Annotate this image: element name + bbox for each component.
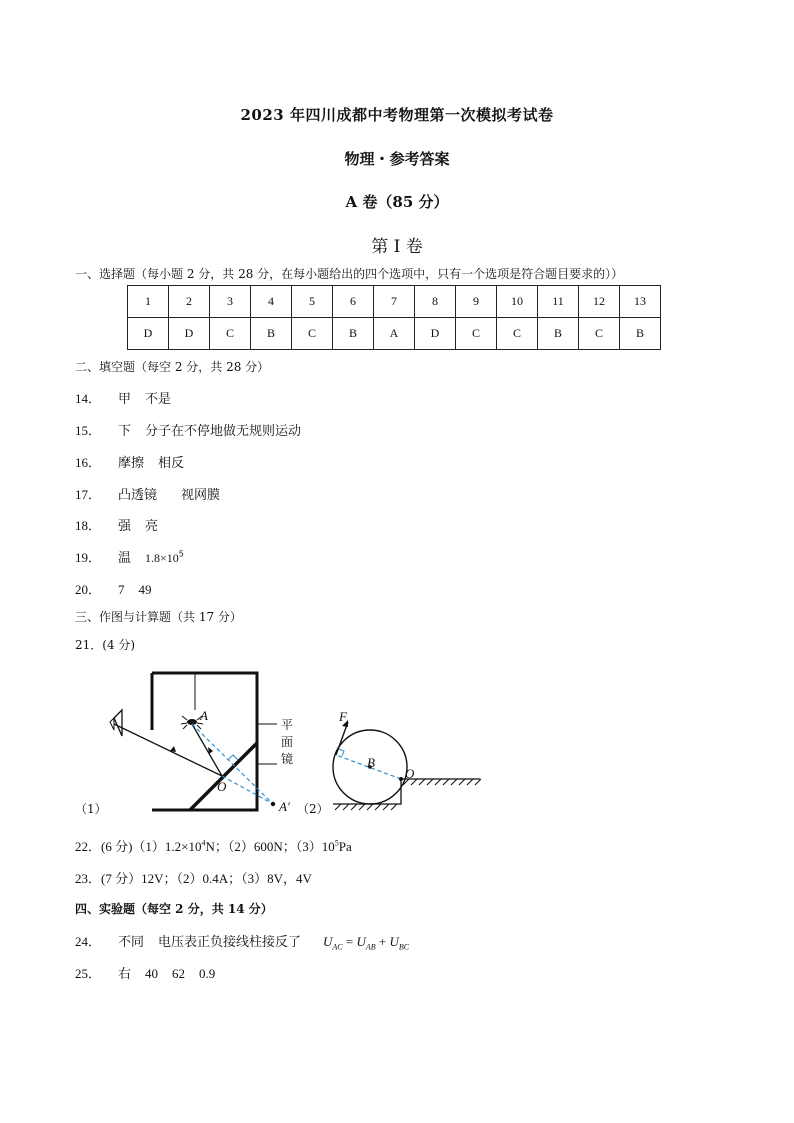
answer-text: 不同 — [118, 935, 145, 950]
question-number: 25． — [75, 966, 102, 981]
answer-text: 1.8×10 — [145, 551, 179, 565]
answer-table — [127, 285, 661, 350]
page-title: 2023 年四川成都中考物理第一次模拟考试卷 — [240, 106, 554, 124]
table-cell: C — [579, 318, 620, 350]
box-outline — [152, 673, 257, 810]
answer-text: 摩擦 — [118, 456, 145, 471]
eye-icon — [110, 710, 122, 736]
question-number: 14． — [75, 391, 102, 406]
table-cell: B — [251, 318, 292, 350]
figure-2-label: （2） — [297, 802, 329, 816]
formula-subscript: AC — [332, 942, 343, 952]
point-o-label: O — [217, 779, 227, 794]
question-number: 19． — [75, 550, 102, 565]
right-angle-mark — [228, 755, 238, 760]
answer-text: Pa — [338, 839, 352, 854]
table-cell: D — [169, 318, 210, 350]
table-cell: 8 — [415, 286, 456, 318]
ray-arrow — [170, 746, 176, 752]
formula-symbol: U — [356, 934, 366, 949]
figure-2-diagram — [325, 705, 490, 815]
figure-1-diagram — [70, 660, 310, 820]
table-cell: B — [333, 318, 374, 350]
table-cell: 7 — [374, 286, 415, 318]
table-cell: B — [538, 318, 579, 350]
answer-text: 右 — [118, 967, 132, 982]
table-cell: 4 — [251, 286, 292, 318]
answer-text: 不是 — [145, 392, 172, 407]
reflected-ray — [114, 724, 222, 776]
table-cell: 12 — [579, 286, 620, 318]
table-cell: 13 — [620, 286, 661, 318]
image-point-dot — [271, 802, 275, 806]
right-angle-mark — [339, 749, 344, 756]
answer-line — [75, 931, 409, 952]
table-cell: 2 — [169, 286, 210, 318]
answer-text: 40 — [145, 966, 159, 981]
answer-line — [75, 388, 171, 407]
answer-line — [75, 452, 184, 471]
exponent: 5 — [178, 549, 184, 559]
formula-operator: = — [342, 934, 357, 949]
table-cell: C — [292, 318, 333, 350]
table-cell: 3 — [210, 286, 251, 318]
question-21-label: 21．(4 分) — [75, 638, 136, 652]
section2-heading: 二、填空题（每空 2 分，共 28 分） — [75, 360, 270, 374]
answer-table-number-row — [128, 286, 661, 318]
answer-line — [75, 484, 220, 503]
table-cell: D — [415, 318, 456, 350]
question-number: 16． — [75, 455, 102, 470]
formula-subscript: AB — [365, 942, 376, 952]
part1-heading: 第 I 卷 — [371, 237, 423, 257]
step-hatching — [403, 779, 481, 785]
answer-text: 0.9 — [199, 966, 216, 981]
answer-text: 62 — [172, 966, 186, 981]
answer-text: 49 — [138, 582, 152, 597]
answer-text: 7 — [118, 582, 125, 597]
table-cell: A — [374, 318, 415, 350]
question-number: 17． — [75, 487, 102, 502]
section4-heading: 四、实验题（每空 2 分，共 14 分） — [75, 902, 273, 916]
formula — [323, 934, 410, 952]
force-f-label: F — [339, 709, 347, 724]
answer-line — [75, 579, 152, 598]
ground-hatching — [335, 804, 397, 810]
point-b-label: B — [367, 755, 375, 770]
pivot-point-dot — [399, 777, 403, 781]
mirror-label-char: 平 — [281, 718, 294, 732]
table-cell: C — [210, 318, 251, 350]
section1-heading: 一、选择题（每小题 2 分，共 28 分，在每小题给出的四个选项中，只有一个选项是符合题目要求的）） — [75, 267, 624, 281]
mirror-label-char: 面 — [281, 735, 294, 749]
table-cell: 11 — [538, 286, 579, 318]
question-number: 15． — [75, 423, 102, 438]
table-cell: 1 — [128, 286, 169, 318]
answer-line — [75, 547, 184, 566]
answer-text: 温 — [118, 551, 132, 566]
formula-symbol: U — [323, 934, 333, 949]
figure-1-label: （1） — [75, 802, 107, 816]
formula-subscript: BC — [398, 942, 410, 952]
answer-line — [75, 963, 215, 982]
dashed-extension-line — [222, 776, 273, 804]
table-cell: 10 — [497, 286, 538, 318]
answer-text: 相反 — [158, 456, 185, 471]
table-cell: C — [456, 318, 497, 350]
table-cell: 5 — [292, 286, 333, 318]
table-cell: C — [497, 318, 538, 350]
exponent: 5 — [334, 838, 339, 848]
table-cell: 9 — [456, 286, 497, 318]
question-number: 24． — [75, 934, 102, 949]
point-a-prime-label: A′ — [279, 799, 290, 814]
answer-text: 凸透镜 — [118, 488, 158, 503]
answer-text: 22．(6 分)（1）1.2×10 — [75, 839, 202, 854]
mirror-label-char: 镜 — [281, 752, 294, 766]
question-23-answer: 23．(7 分）12V；（2）0.4A；（3）8V，4V — [75, 871, 312, 886]
formula-operator: + — [375, 934, 390, 949]
formula-symbol: U — [389, 934, 399, 949]
answer-text: 甲 — [118, 392, 132, 407]
answer-text: 下 — [118, 424, 132, 439]
question-number: 20． — [75, 582, 102, 597]
point-o-label: O — [405, 766, 415, 781]
question-22-answer — [75, 836, 352, 855]
page-subtitle: 物理・参考答案 — [344, 150, 450, 168]
table-cell: D — [128, 318, 169, 350]
answer-line — [75, 420, 301, 439]
answer-text: 电压表正负接线柱接反了 — [158, 935, 302, 950]
table-cell: 6 — [333, 286, 374, 318]
answer-text: 亮 — [145, 519, 159, 534]
answer-table-answer-row — [128, 318, 661, 350]
point-a-label: A — [200, 708, 208, 723]
paper-a-heading: A 卷（85 分） — [345, 193, 449, 211]
question-number: 18． — [75, 518, 102, 533]
section3-heading: 三、作图与计算题（共 17 分） — [75, 610, 242, 624]
answer-text: 视网膜 — [181, 488, 221, 503]
answer-line — [75, 515, 158, 534]
table-cell: B — [620, 318, 661, 350]
answer-text: 强 — [118, 519, 132, 534]
answer-text: N；（2）600N；（3）10 — [205, 839, 335, 854]
answer-text: 分子在不停地做无规则运动 — [145, 424, 302, 439]
exponent: 4 — [201, 838, 206, 848]
